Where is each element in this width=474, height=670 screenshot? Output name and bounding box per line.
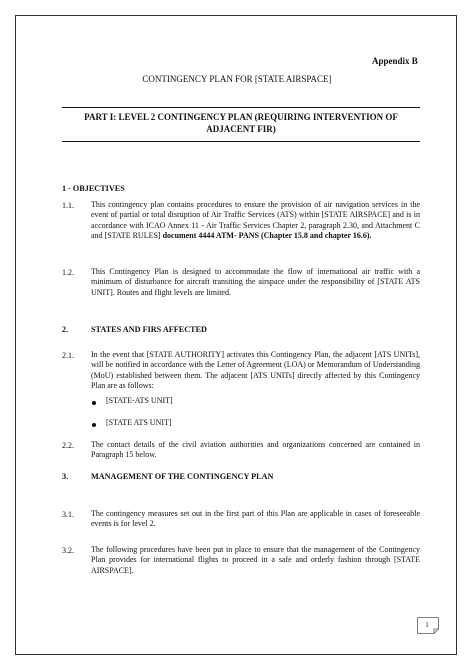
- para-3-2-number: 3.2.: [62, 546, 74, 555]
- bullet-item-1-text: [STATE-ATS UNIT]: [106, 396, 173, 405]
- section-2-number: 2.: [62, 325, 69, 334]
- document-title: CONTINGENCY PLAN FOR [STATE AIRSPACE]: [142, 74, 332, 84]
- appendix-label: Appendix B: [372, 56, 418, 66]
- bullet-dot: [92, 423, 96, 427]
- para-1-1-number: 1.1.: [62, 201, 74, 210]
- para-3-2-text: The following procedures have been put in place to ensure that the management of the Contingency Plan provides for international flights to proceed in a safe and orderly fashion through [STATE AIRSPACE].: [91, 545, 420, 575]
- heading-rule-top: [62, 107, 420, 108]
- para-1-1-text: This contingency plan contains procedures to ensure the provision of air navigation services in the event of partial or total disruption of Air Traffic Services (ATS) within [STATE AIRSPACE] and is in accordance with ICAO Annex 11 - Air Traffic Services Chapter 2, paragraph 2.30, and Attachment C and [STATE RULES]: [91, 200, 420, 241]
- para-3-1-number: 3.1.: [62, 510, 74, 519]
- para-3-1-text: The contingency measures set out in the first part of this Plan are applicable in cases of foreseeable events is for level 2.: [91, 509, 420, 529]
- part-heading-line2: ADJACENT FIR): [206, 124, 276, 134]
- para-2-2-text: The contact details of the civil aviation authorities and organizations concerned are contained in Paragraph 15 below.: [91, 440, 420, 460]
- part-heading: [62, 111, 420, 135]
- section-3-number: 3.: [62, 472, 69, 481]
- page-number-box: [417, 617, 439, 634]
- para-1-2-number: 1.2.: [62, 268, 74, 277]
- heading-rule-bottom: [62, 141, 420, 142]
- para-1-1-bold-ref: document 4444 ATM- PANS (Chapter 15.8 and chapter 16.6).: [162, 231, 372, 241]
- section-2-heading: STATES AND FIRS AFFECTED: [91, 325, 207, 334]
- section-1-heading: 1 - OBJECTIVES: [62, 184, 125, 193]
- bullet-item-2-text: [STATE ATS UNIT]: [106, 418, 172, 427]
- para-2-1-text: In the event that [STATE AUTHORITY] activates this Contingency Plan, the adjacent [ATS UNITs], will be notified in accordance with the Letter of Agreement (LOA) or Memorandum of Understanding (MoU) established between them. The adjacent [ATS UNITs] directly affected by this Contingency Plan are as follows:: [91, 350, 420, 391]
- bullet-dot: [92, 401, 96, 405]
- para-2-1-number: 2.1.: [62, 351, 74, 360]
- bullet-item-2: [92, 420, 96, 429]
- para-1-1: [91, 200, 420, 242]
- page-number: 1: [425, 621, 429, 629]
- bullet-item-1: [92, 398, 96, 407]
- part-heading-line1: PART I: LEVEL 2 CONTINGENCY PLAN (REQUIRING INTERVENTION OF: [84, 112, 398, 122]
- para-2-2-number: 2.2.: [62, 441, 74, 450]
- para-1-2-text: This Contingency Plan is designed to accommodate the flow of international air traffic with a minimum of disturbance for aircraft transiting the airspace under the responsibility of [STATE ATS UNIT]. Routes and flight levels are limited.: [91, 267, 420, 297]
- section-3-heading: MANAGEMENT OF THE CONTINGENCY PLAN: [91, 472, 274, 481]
